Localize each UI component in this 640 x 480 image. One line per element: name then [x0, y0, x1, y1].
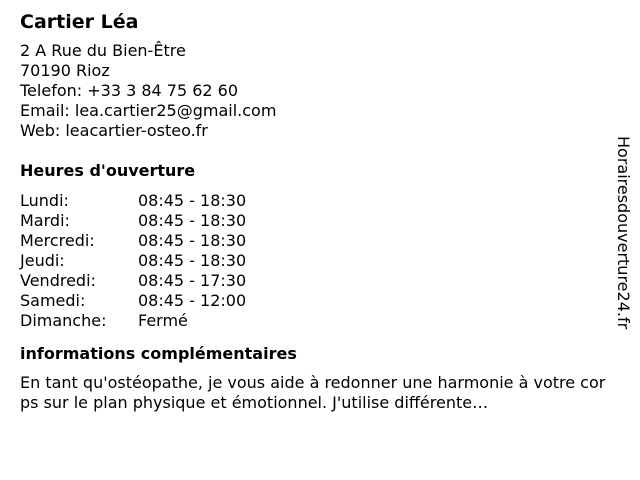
contact-block — [20, 41, 610, 141]
hours-row-samedi — [20, 291, 610, 311]
day-time: Fermé — [138, 311, 188, 330]
web-line: Web: leacartier-osteo.fr — [20, 121, 208, 140]
day-time: 08:45 - 18:30 — [138, 191, 247, 210]
opening-hours-title: Heures d'ouverture — [20, 161, 196, 180]
day-label: Lundi: — [20, 191, 69, 210]
day-time: 08:45 - 18:30 — [138, 231, 247, 250]
email-line: Email: lea.cartier25@gmail.com — [20, 101, 277, 120]
hours-row-dimanche — [20, 311, 610, 331]
day-time: 08:45 - 12:00 — [138, 291, 247, 310]
hours-row-lundi — [20, 191, 610, 211]
hours-row-jeudi — [20, 251, 610, 271]
day-time: 08:45 - 17:30 — [138, 271, 247, 290]
day-label: Mardi: — [20, 211, 70, 230]
hours-row-mardi — [20, 211, 610, 231]
address-line-1: 2 A Rue du Bien-Être — [20, 41, 186, 60]
site-watermark: Horairesdouverture24.fr — [614, 136, 633, 330]
business-name: Cartier Léa — [20, 11, 139, 33]
business-card — [20, 10, 610, 413]
phone-line: Telefon: +33 3 84 75 62 60 — [20, 81, 239, 100]
hours-row-mercredi — [20, 231, 610, 251]
day-label: Samedi: — [20, 291, 86, 310]
opening-hours-list — [20, 191, 610, 331]
hours-row-vendredi — [20, 271, 610, 291]
day-label: Dimanche: — [20, 311, 107, 330]
day-time: 08:45 - 18:30 — [138, 251, 247, 270]
day-label: Vendredi: — [20, 271, 96, 290]
day-label: Jeudi: — [20, 251, 65, 270]
additional-info-title: informations complémentaires — [20, 344, 297, 363]
additional-info-text: En tant qu'ostéopathe, je vous aide à redonner une harmonie à votre corps sur le plan physique et émotionnel. J'utilise différente… — [20, 373, 606, 412]
day-label: Mercredi: — [20, 231, 95, 250]
address-line-2: 70190 Rioz — [20, 61, 110, 80]
day-time: 08:45 - 18:30 — [138, 211, 247, 230]
